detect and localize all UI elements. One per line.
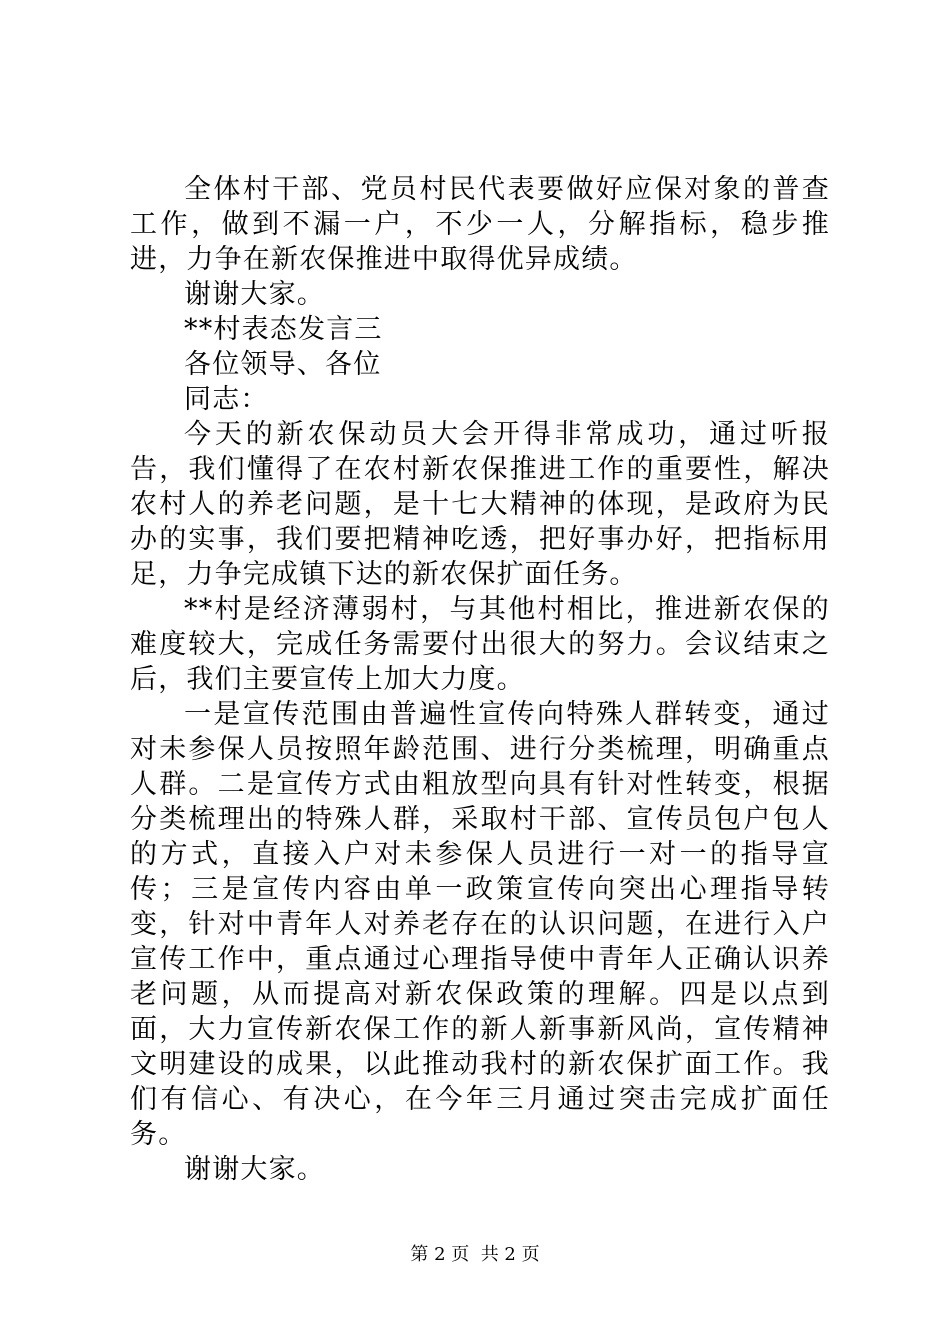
paragraph: 谢谢大家。 <box>184 1154 325 1185</box>
paragraph: 同志： <box>184 384 269 415</box>
paragraph: **村是经济薄弱村，与其他村相比，推进新农保的难度较大，完成任务需要付出很大的努力。会议结束之后，我们主要宣传上加大力度。 <box>130 594 830 695</box>
paragraph: 一是宣传范围由普遍性宣传向特殊人群转变，通过对未参保人员按照年龄范围、进行分类梳理，明确重点人群。二是宣传方式由粗放型向具有针对性转变，根据分类梳理出的特殊人群，采取村干部、宣传员包户包人的方式，直接入户对未参保人员进行一对一的指导宣传；三是宣传内容由单一政策宣传向突出心理指导转变，针对中青年人对养老存在的认识问题，在进行入户宣传工作中，重点通过心理指导使中青年人正确认识养老问题，从而提高对新农保政策的理解。四是以点到面，大力宣传新农保工作的新人新事新风尚，宣传精神文明建设的成果，以此推动我村的新农保扩面工作。我们有信心、有决心，在今年三月通过突击完成扩面任务。 <box>130 699 830 1150</box>
paragraph: 谢谢大家。 <box>184 279 325 310</box>
page-number-footer: 第 2 页 共 2 页 <box>410 1244 540 1265</box>
paragraph: 各位领导、各位 <box>184 349 382 380</box>
paragraph: **村表态发言三 <box>184 314 383 345</box>
document-body <box>130 172 830 1187</box>
paragraph: 全体村干部、党员村民代表要做好应保对象的普查工作，做到不漏一户，不少一人，分解指标，稳步推进，力争在新农保推进中取得优异成绩。 <box>130 174 830 275</box>
paragraph: 今天的新农保动员大会开得非常成功，通过听报告，我们懂得了在农村新农保推进工作的重要性，解决农村人的养老问题，是十七大精神的体现，是政府为民办的实事，我们要把精神吃透，把好事办好，把指标用足，力争完成镇下达的新农保扩面任务。 <box>130 419 830 590</box>
